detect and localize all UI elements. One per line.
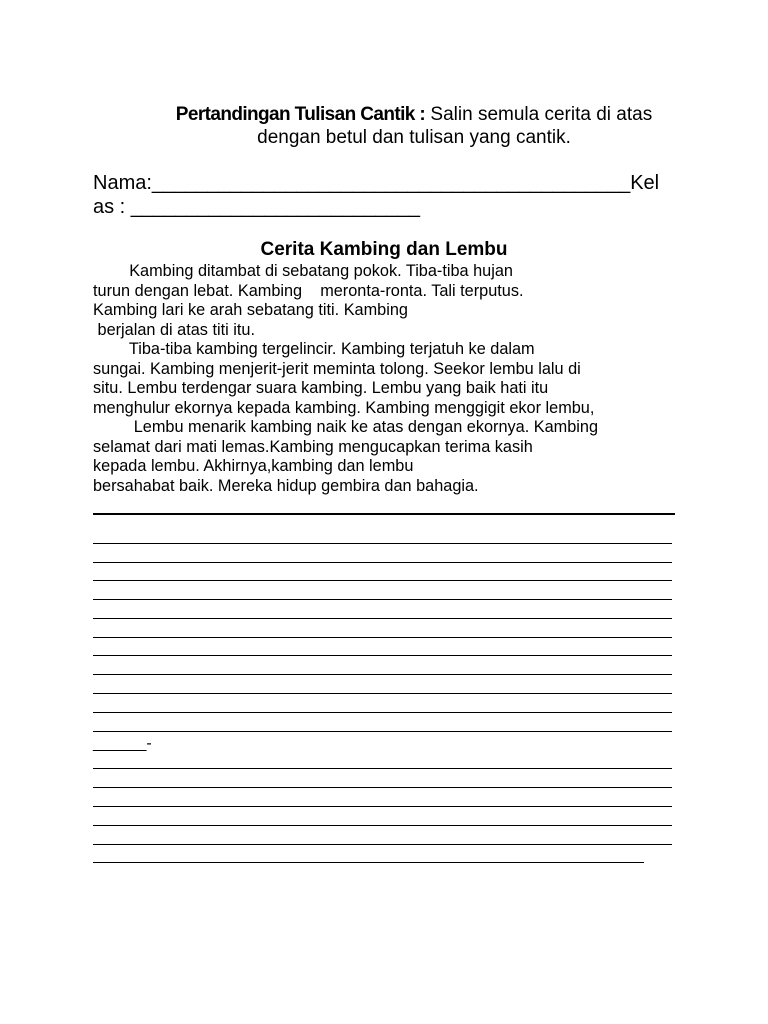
writing-line xyxy=(93,655,672,656)
writing-line xyxy=(93,712,672,713)
writing-line xyxy=(93,862,644,863)
writing-line xyxy=(93,618,672,619)
writing-line xyxy=(93,674,672,675)
story-line: kepada lembu. Akhirnya,kambing dan lembu xyxy=(93,457,414,475)
story-line: menghulur ekornya kepada kambing. Kambing menggigit ekor lembu, xyxy=(93,398,595,417)
writing-line xyxy=(93,599,672,600)
story-line: sungai. Kambing menjerit-jerit meminta tolong. Seekor lembu lalu di xyxy=(93,359,581,378)
writing-line xyxy=(93,580,672,581)
writing-line xyxy=(93,731,672,732)
instruction-label: Pertandingan Tulisan Cantik : xyxy=(175,104,426,125)
story-line: selamat dari mati lemas.Kambing mengucapkan terima kasih xyxy=(93,437,533,456)
writing-line xyxy=(93,844,672,845)
writing-line xyxy=(93,693,672,694)
story-line: turun dengan lebat. Kambing meronta-ronta. Tali terputus. xyxy=(93,281,524,300)
instruction-text-2: dengan betul dan tulisan yang cantik. xyxy=(257,127,571,148)
writing-line xyxy=(93,543,672,544)
writing-line xyxy=(93,513,675,515)
story-body xyxy=(93,262,693,496)
writing-line xyxy=(93,562,672,563)
writing-line xyxy=(93,825,672,826)
name-class-field xyxy=(93,171,693,219)
story-line: Lembu menarik kambing naik ke atas dengan ekornya. Kambing xyxy=(93,418,598,436)
instruction xyxy=(94,103,734,149)
writing-line xyxy=(93,806,672,807)
story-line: Kambing lari ke arah sebatang titi. Kambing xyxy=(93,301,408,319)
short-writing-line: ______- xyxy=(93,735,152,752)
name-field-line: Nama:___________________________________________Kel xyxy=(93,172,660,194)
writing-line xyxy=(93,768,672,769)
story-line: situ. Lembu terdengar suara kambing. Lembu yang baik hati itu xyxy=(93,379,549,397)
class-field-line: as : __________________________ xyxy=(93,196,420,218)
story-line: Kambing ditambat di sebatang pokok. Tiba-tiba hujan xyxy=(93,262,513,280)
writing-line xyxy=(93,637,672,638)
story-line: Tiba-tiba kambing tergelincir. Kambing terjatuh ke dalam xyxy=(93,340,535,358)
story-line: berjalan di atas titi itu. xyxy=(93,320,255,339)
instruction-text-1: Salin semula cerita di atas xyxy=(425,104,653,125)
writing-line xyxy=(93,787,672,788)
story-line: bersahabat baik. Mereka hidup gembira dan bahagia. xyxy=(93,476,479,495)
story-title: Cerita Kambing dan Lembu xyxy=(260,239,508,260)
